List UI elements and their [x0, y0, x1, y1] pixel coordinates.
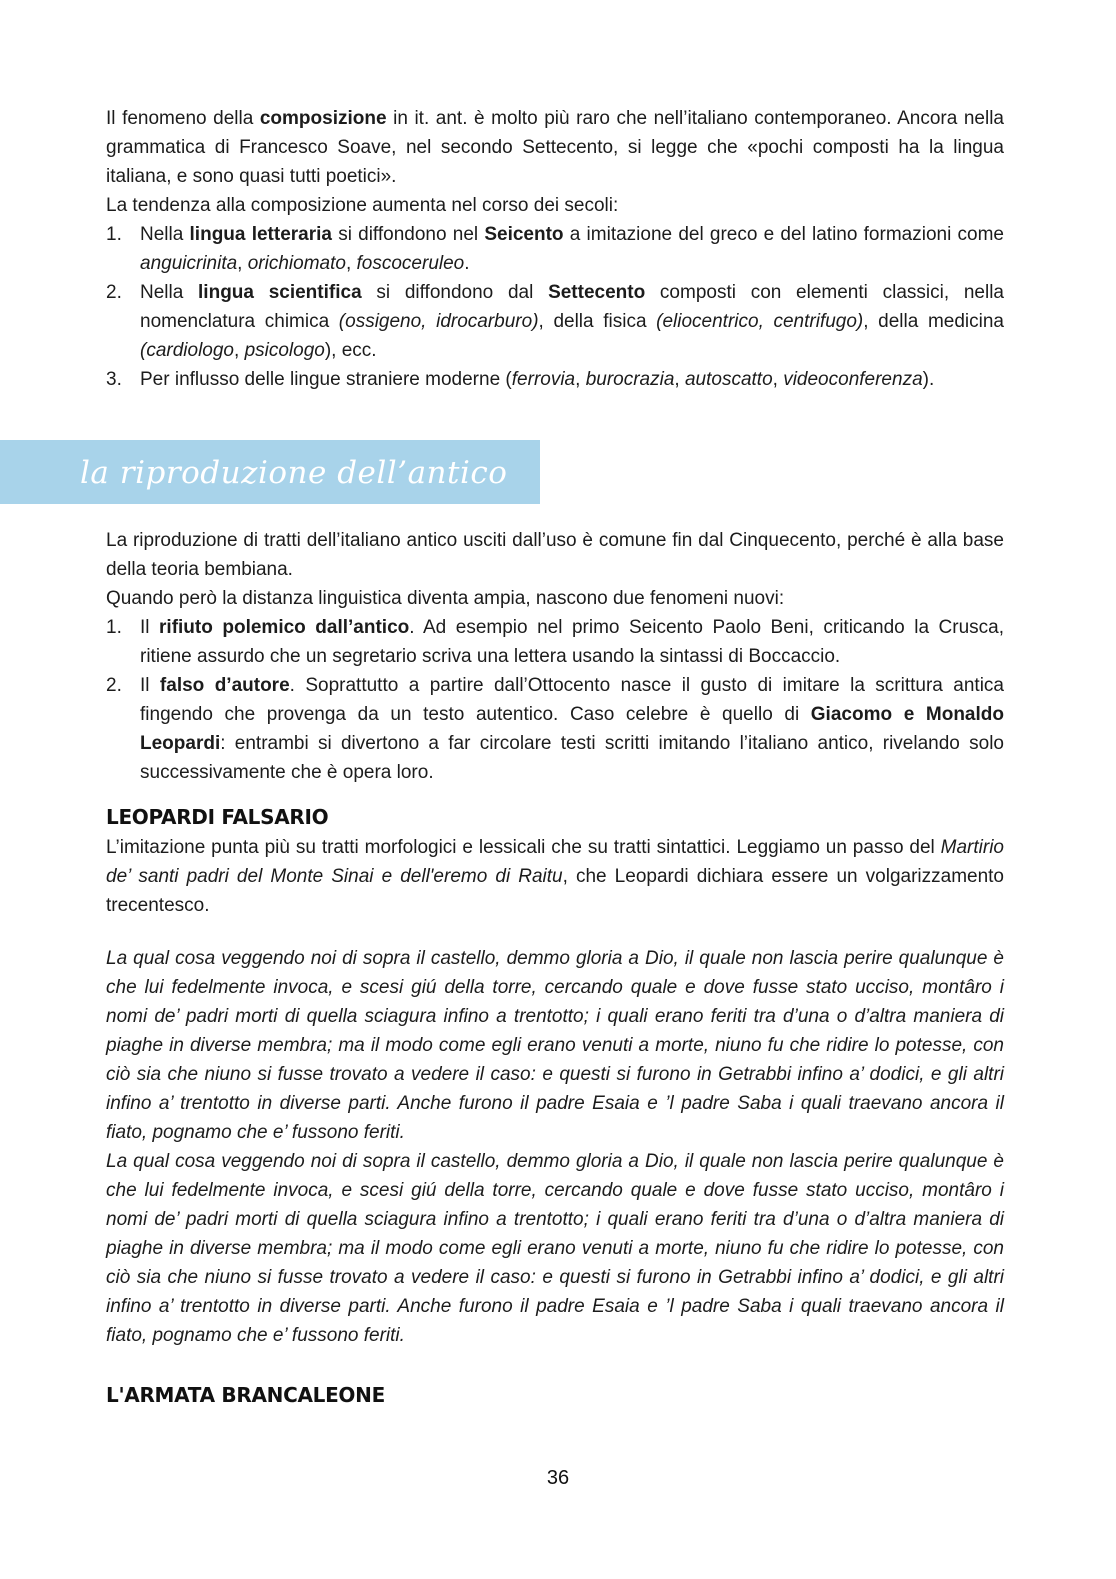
text-run: ,: [345, 253, 357, 274]
text-run: . Ad esempio nel primo Seicento Paolo Beni, criticando la Crusca, ritiene assurdo che un segretario scriva una lettera usando la sintassi di Boccaccio.: [140, 617, 1004, 667]
italic-term: foscoceruleo: [356, 253, 465, 274]
text-run: : entrambi si divertono a far circolare testi scritti imitando l’italiano antico, rivelando solo successivamente che è opera loro.: [140, 733, 1004, 783]
leopardi-section: [106, 833, 1004, 920]
bold-term: lingua scientifica: [198, 282, 362, 303]
list-item: [106, 671, 1004, 787]
text-run: ,: [237, 253, 248, 274]
list-number: 2.: [106, 675, 122, 696]
text-run: Nella: [140, 282, 199, 303]
italic-term: burocrazia: [585, 369, 675, 390]
text-run: composti con elementi classici, nella nomenclatura chimica: [140, 282, 1004, 332]
text-run: si diffondono dal: [361, 282, 549, 303]
list-item: [106, 278, 1004, 365]
italic-term: (ossigeno, idrocarburo): [338, 311, 539, 332]
quotation-block: [106, 944, 1004, 1350]
intro-paragraph-2: La tendenza alla composizione aumenta nel corso dei secoli:: [106, 195, 619, 216]
italic-term: psicologo: [244, 340, 325, 361]
list-number: 2.: [106, 282, 122, 303]
section-heading-brancaleone: L'ARMATA BRANCALEONE: [106, 1383, 385, 1407]
section-banner-title: la riproduzione dell’antico: [80, 455, 508, 491]
text-run: , della fisica: [538, 311, 657, 332]
quotation-paragraph: La qual cosa veggendo noi di sopra il castello, demmo gloria a Dio, il quale non lascia perire qualunque è che lui fedelmente invoca, e scesi giú della torre, cercando quale e dove fusse stato ucciso, montâro i nomi de’ padri morti di quella sciagura infino a trentotto; i quali erano feriti tra d’una o d’altra maniera di piaghe in diverse membra; ma il modo come egli erano venuti a morte, niuno fu che ridire lo potesse, con ciò sia che niuno si fusse trovato a vedere il caso: e questi si furono in Getrabbi infino a’ dodici, e gli altri infino a’ trentotto in diverse parti. Anche furono il padre Esaia e ’l padre Saba i quali traevano ancora il fiato, pognamo che e’ fussono feriti.: [106, 1151, 1004, 1346]
italic-term: (cardiologo: [140, 340, 234, 361]
text-run: L’imitazione punta più su tratti morfologici e lessicali che su tratti sintattici. Leggiamo un passo del: [106, 837, 941, 858]
list-number: 1.: [106, 224, 122, 245]
text-run: ,: [575, 369, 586, 390]
text-run: ), ecc.: [324, 340, 377, 361]
bold-term: lingua letteraria: [189, 224, 332, 245]
text-run: . Soprattutto a partire dall’Ottocento nasce il gusto di imitare la scrittura antica fingendo che provenga da un testo autentico. Caso celebre è quello di: [140, 675, 1004, 725]
text-run: ,: [674, 369, 685, 390]
list-number: 1.: [106, 617, 122, 638]
page-number: 36: [546, 1467, 570, 1489]
intro-section: [106, 104, 1004, 394]
section-paragraph: [106, 833, 1004, 920]
quotation-paragraph: La qual cosa veggendo noi di sopra il castello, demmo gloria a Dio, il quale non lascia perire qualunque è che lui fedelmente invoca, e scesi giú della torre, cercando quale e dove fusse stato ucciso, montâro i nomi de’ padri morti di quella sciagura infino a trentotto; i quali erano feriti tra d’una o d’altra maniera di piaghe in diverse membra; ma il modo come egli erano venuti a morte, niuno fu che ridire lo potesse, con ciò sia che niuno si fusse trovato a vedere il caso: e questi si furono in Getrabbi infino a’ dodici, e gli altri infino a’ trentotto in diverse parti. Anche furono il padre Esaia e ’l padre Saba i quali traevano ancora il fiato, pognamo che e’ fussono feriti.: [106, 948, 1004, 1143]
text-run: ,: [234, 340, 245, 361]
italic-term: autoscatto: [684, 369, 773, 390]
text-run: , che Leopardi dichiara essere un volgarizzamento trecentesco.: [106, 866, 1004, 916]
reproduction-section: [106, 526, 1004, 787]
bold-term: falso d’autore: [159, 675, 290, 696]
section-paragraph: Quando però la distanza linguistica diventa ampia, nascono due fenomeni nuovi:: [106, 588, 785, 609]
list-item: [106, 365, 1004, 394]
italic-title: Martirio de’ santi padri del Monte Sinai e dell'eremo di Raitu: [106, 837, 1004, 887]
bold-term: rifiuto polemico dall’antico: [159, 617, 410, 638]
text-run: ,: [772, 369, 784, 390]
bold-term: Settecento: [548, 282, 646, 303]
text-run: in it. ant. è molto più raro che nell’italiano contemporaneo. Ancora nella grammatica di Francesco Soave, nel secondo Settecento, si legge che «pochi composti ha la lingua italiana, e sono quasi tutti poetici».: [106, 108, 1004, 187]
text-run: , della medicina: [863, 311, 1004, 332]
text-run: Il: [140, 617, 160, 638]
list-item: [106, 613, 1004, 671]
italic-term: orichiomato: [247, 253, 346, 274]
italic-term: anguicrinita: [140, 253, 238, 274]
text-run: Per influsso delle lingue straniere moderne (: [140, 369, 512, 390]
text-run: Il fenomeno della: [106, 108, 260, 129]
bold-term: Seicento: [484, 224, 564, 245]
text-run: a imitazione del greco e del latino formazioni come: [563, 224, 1004, 245]
text-run: ).: [922, 369, 935, 390]
list-number: 3.: [106, 369, 122, 390]
bold-term: composizione: [259, 108, 387, 129]
section-heading-leopardi: LEOPARDI FALSARIO: [106, 805, 329, 829]
section-paragraph: La riproduzione di tratti dell’italiano antico usciti dall’uso è comune fin dal Cinquecento, perché è alla base della teoria bembiana.: [106, 530, 1004, 580]
phenomena-list: [106, 613, 1004, 787]
italic-term: videoconferenza: [783, 369, 923, 390]
text-run: .: [464, 253, 470, 274]
list-item: [106, 220, 1004, 278]
intro-paragraph: [106, 104, 1004, 191]
text-run: Il: [140, 675, 160, 696]
composition-list: [106, 220, 1004, 394]
italic-term: ferrovia: [511, 369, 576, 390]
text-run: Nella: [140, 224, 190, 245]
text-run: si diffondono nel: [331, 224, 485, 245]
italic-term: (eliocentrico, centrifugo): [656, 311, 864, 332]
bold-term: Giacomo e Monaldo Leopardi: [140, 704, 1004, 754]
